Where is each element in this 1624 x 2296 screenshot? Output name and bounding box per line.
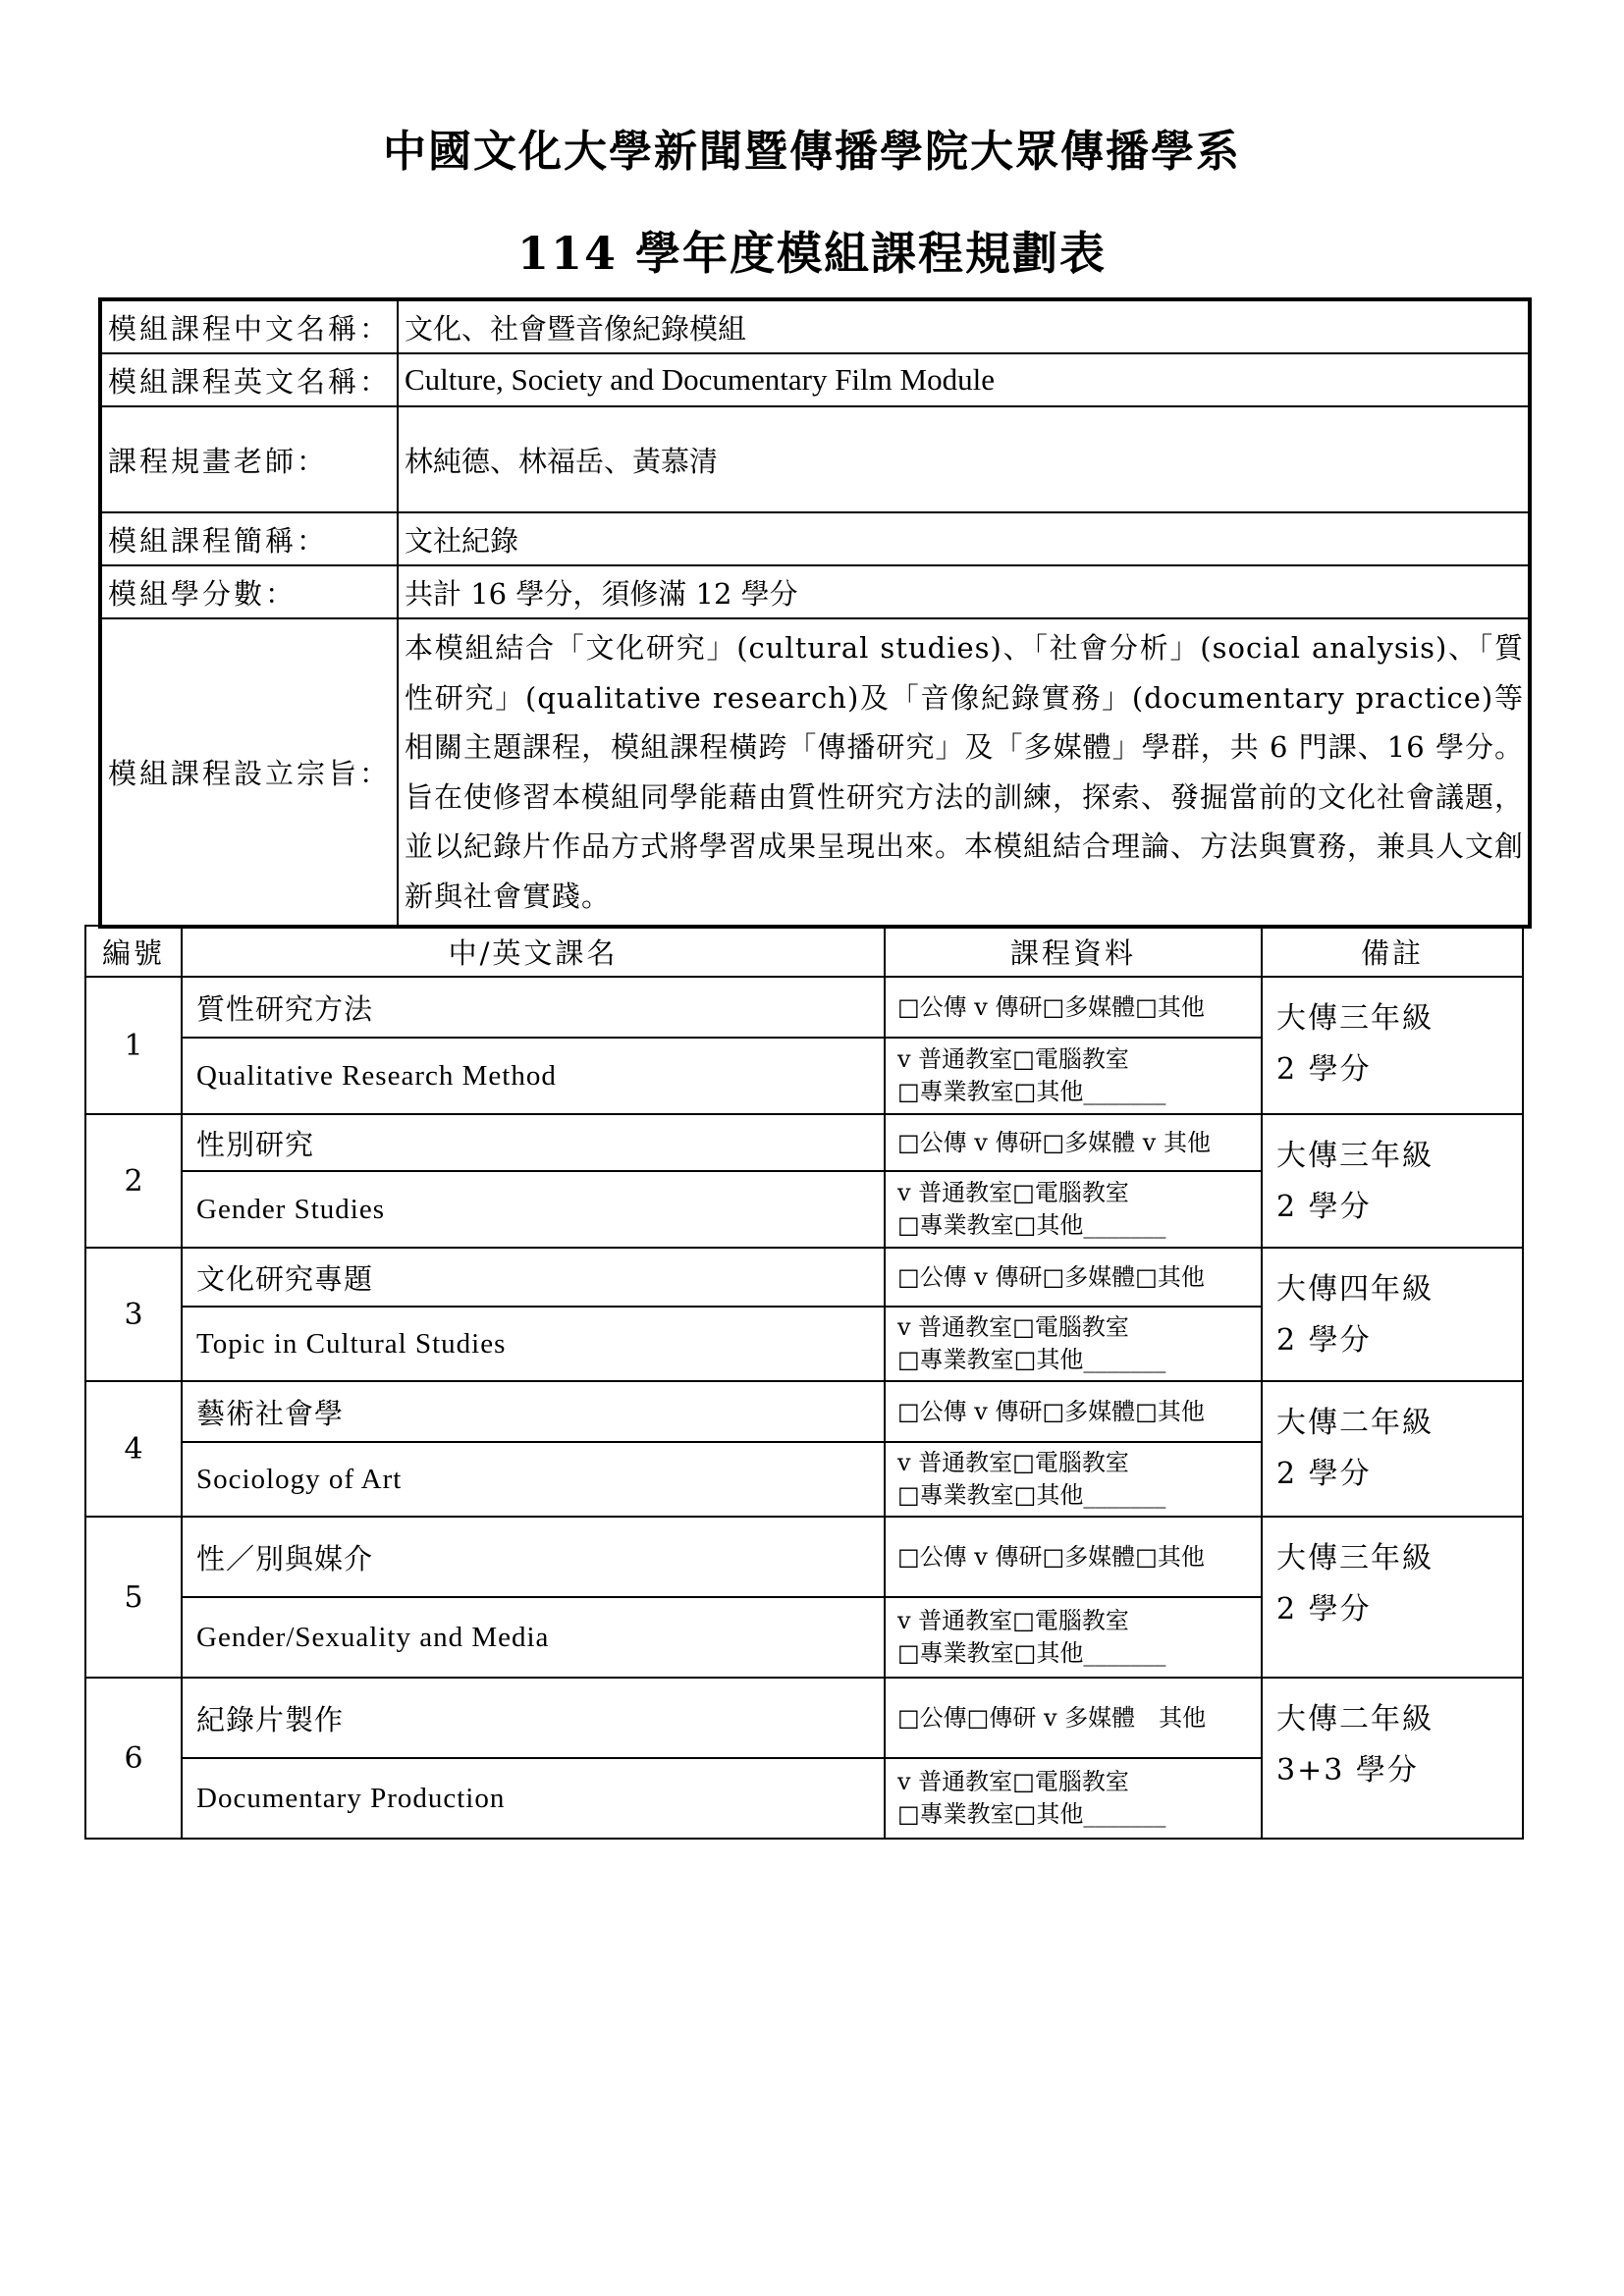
course-note-credits: 2 學分: [1276, 1323, 1372, 1358]
course-name-zh: 性／別與媒介: [182, 1517, 885, 1597]
course-table-header: [85, 926, 1523, 977]
credits-label: 模組學分數：: [100, 565, 398, 618]
info-row-short-name: [100, 512, 1530, 565]
course-room: [885, 1171, 1262, 1248]
course-group: □公傳□傳研 v 多媒體 其他: [885, 1678, 1262, 1758]
course-number: 3: [85, 1248, 182, 1381]
course-note-grade: 大傳四年級: [1276, 1272, 1434, 1307]
course-note-grade: 大傳二年級: [1276, 1702, 1434, 1736]
header-info: 課程資料: [885, 926, 1262, 977]
course-room-line2: □專業教室□其他_______: [897, 1346, 1166, 1373]
course-room-line2: □專業教室□其他_______: [897, 1211, 1166, 1239]
course-table: [84, 925, 1524, 1840]
short-name-value: 文社紀錄: [398, 512, 1530, 565]
course-note-grade: 大傳三年級: [1276, 1139, 1434, 1173]
course-group: □公傳 v 傳研□多媒體□其他: [885, 1381, 1262, 1442]
course-room-line1: v 普通教室□電腦教室: [897, 1045, 1129, 1073]
course-name-en: Documentary Production: [182, 1758, 885, 1839]
info-row-credits: [100, 565, 1530, 618]
teachers-label: 課程規畫老師：: [100, 406, 398, 512]
course-group: □公傳 v 傳研□多媒體 v 其他: [885, 1114, 1262, 1171]
course-room-line2: □專業教室□其他_______: [897, 1481, 1166, 1509]
course-room-line1: v 普通教室□電腦教室: [897, 1449, 1129, 1476]
course-note-credits: 2 學分: [1276, 1190, 1372, 1224]
course-group: □公傳 v 傳研□多媒體□其他: [885, 1517, 1262, 1597]
course-note-credits: 2 學分: [1276, 1592, 1372, 1627]
course-note: [1262, 1517, 1523, 1678]
teachers-value: 林純德、林福岳、黃慕清: [398, 406, 1530, 512]
course-name-zh: 文化研究專題: [182, 1248, 885, 1307]
table-row: [85, 1114, 1523, 1171]
header-no: 編號: [85, 926, 182, 977]
page-subtitle: 114 學年度模組課程規劃表: [516, 227, 1108, 280]
course-number: 2: [85, 1114, 182, 1248]
course-name-en: Topic in Cultural Studies: [182, 1307, 885, 1381]
table-row: [85, 1248, 1523, 1307]
table-row: [85, 1517, 1523, 1597]
course-note-grade: 大傳三年級: [1276, 1001, 1434, 1036]
course-room: [885, 1597, 1262, 1678]
course-room-line1: v 普通教室□電腦教室: [897, 1179, 1129, 1206]
course-number: 4: [85, 1381, 182, 1517]
course-room-line2: □專業教室□其他_______: [897, 1800, 1166, 1828]
course-room-line1: v 普通教室□電腦教室: [897, 1607, 1129, 1634]
module-info-table: [98, 297, 1532, 929]
course-note-credits: 3+3 學分: [1276, 1753, 1419, 1788]
course-note-grade: 大傳二年級: [1276, 1406, 1434, 1440]
page-title: 中國文化大學新聞暨傳播學院大眾傳播學系: [383, 127, 1241, 177]
zh-name-value: 文化、社會暨音像紀錄模組: [398, 299, 1530, 353]
course-name-zh: 質性研究方法: [182, 977, 885, 1038]
table-row: [85, 1381, 1523, 1442]
course-name-zh: 藝術社會學: [182, 1381, 885, 1442]
course-name-en: Sociology of Art: [182, 1442, 885, 1517]
course-note-credits: 2 學分: [1276, 1457, 1372, 1491]
course-note-credits: 2 學分: [1276, 1052, 1372, 1087]
course-number: 1: [85, 977, 182, 1114]
en-name-value: Culture, Society and Documentary Film Module: [398, 353, 1530, 406]
en-name-label: 模組課程英文名稱：: [100, 353, 398, 406]
course-room-line2: □專業教室□其他_______: [897, 1078, 1166, 1105]
course-note: [1262, 1114, 1523, 1248]
info-row-en-name: [100, 353, 1530, 406]
info-row-zh-name: [100, 299, 1530, 353]
course-group: □公傳 v 傳研□多媒體□其他: [885, 1248, 1262, 1307]
course-note: [1262, 977, 1523, 1114]
course-room: [885, 1038, 1262, 1114]
zh-name-label: 模組課程中文名稱：: [100, 299, 398, 353]
course-number: 6: [85, 1678, 182, 1839]
course-name-en: Gender Studies: [182, 1171, 885, 1248]
course-room: [885, 1442, 1262, 1517]
table-row: [85, 977, 1523, 1038]
credits-value: 共計 16 學分，須修滿 12 學分: [398, 565, 1530, 618]
course-name-zh: 性別研究: [182, 1114, 885, 1171]
short-name-label: 模組課程簡稱：: [100, 512, 398, 565]
course-name-en: Qualitative Research Method: [182, 1038, 885, 1114]
purpose-label: 模組課程設立宗旨：: [100, 618, 398, 927]
course-room-line1: v 普通教室□電腦教室: [897, 1313, 1129, 1341]
course-number: 5: [85, 1517, 182, 1678]
header-note: 備註: [1262, 926, 1523, 977]
header-name: 中/英文課名: [182, 926, 885, 977]
course-name-zh: 紀錄片製作: [182, 1678, 885, 1758]
course-note: [1262, 1678, 1523, 1839]
info-row-purpose: [100, 618, 1530, 927]
course-name-en: Gender/Sexuality and Media: [182, 1597, 885, 1678]
course-rows: [85, 977, 1523, 1839]
course-room-line2: □專業教室□其他_______: [897, 1639, 1166, 1667]
table-row: [85, 1678, 1523, 1758]
course-room: [885, 1758, 1262, 1839]
course-note: [1262, 1381, 1523, 1517]
info-row-teachers: [100, 406, 1530, 512]
course-note-grade: 大傳三年級: [1276, 1541, 1434, 1575]
course-note: [1262, 1248, 1523, 1381]
purpose-value: 本模組結合「文化研究」(cultural studies)、「社會分析」(social analysis)、「質性研究」(qualitative research)及「音像紀錄實務」(documentary practice)等相關主題課程，模組課程橫跨「傳播研究」及「多媒體」學群，共 6 門課、16 學分。旨在使修習本模組同學能藉由質性研究方法的訓練，探索、發掘當前的文化社會議題，並以紀錄片作品方式將學習成果呈現出來。本模組結合理論、方法與實務，兼具人文創新與社會實踐。: [398, 618, 1530, 927]
course-room: [885, 1307, 1262, 1381]
course-group: □公傳 v 傳研□多媒體□其他: [885, 977, 1262, 1038]
course-room-line1: v 普通教室□電腦教室: [897, 1768, 1129, 1795]
